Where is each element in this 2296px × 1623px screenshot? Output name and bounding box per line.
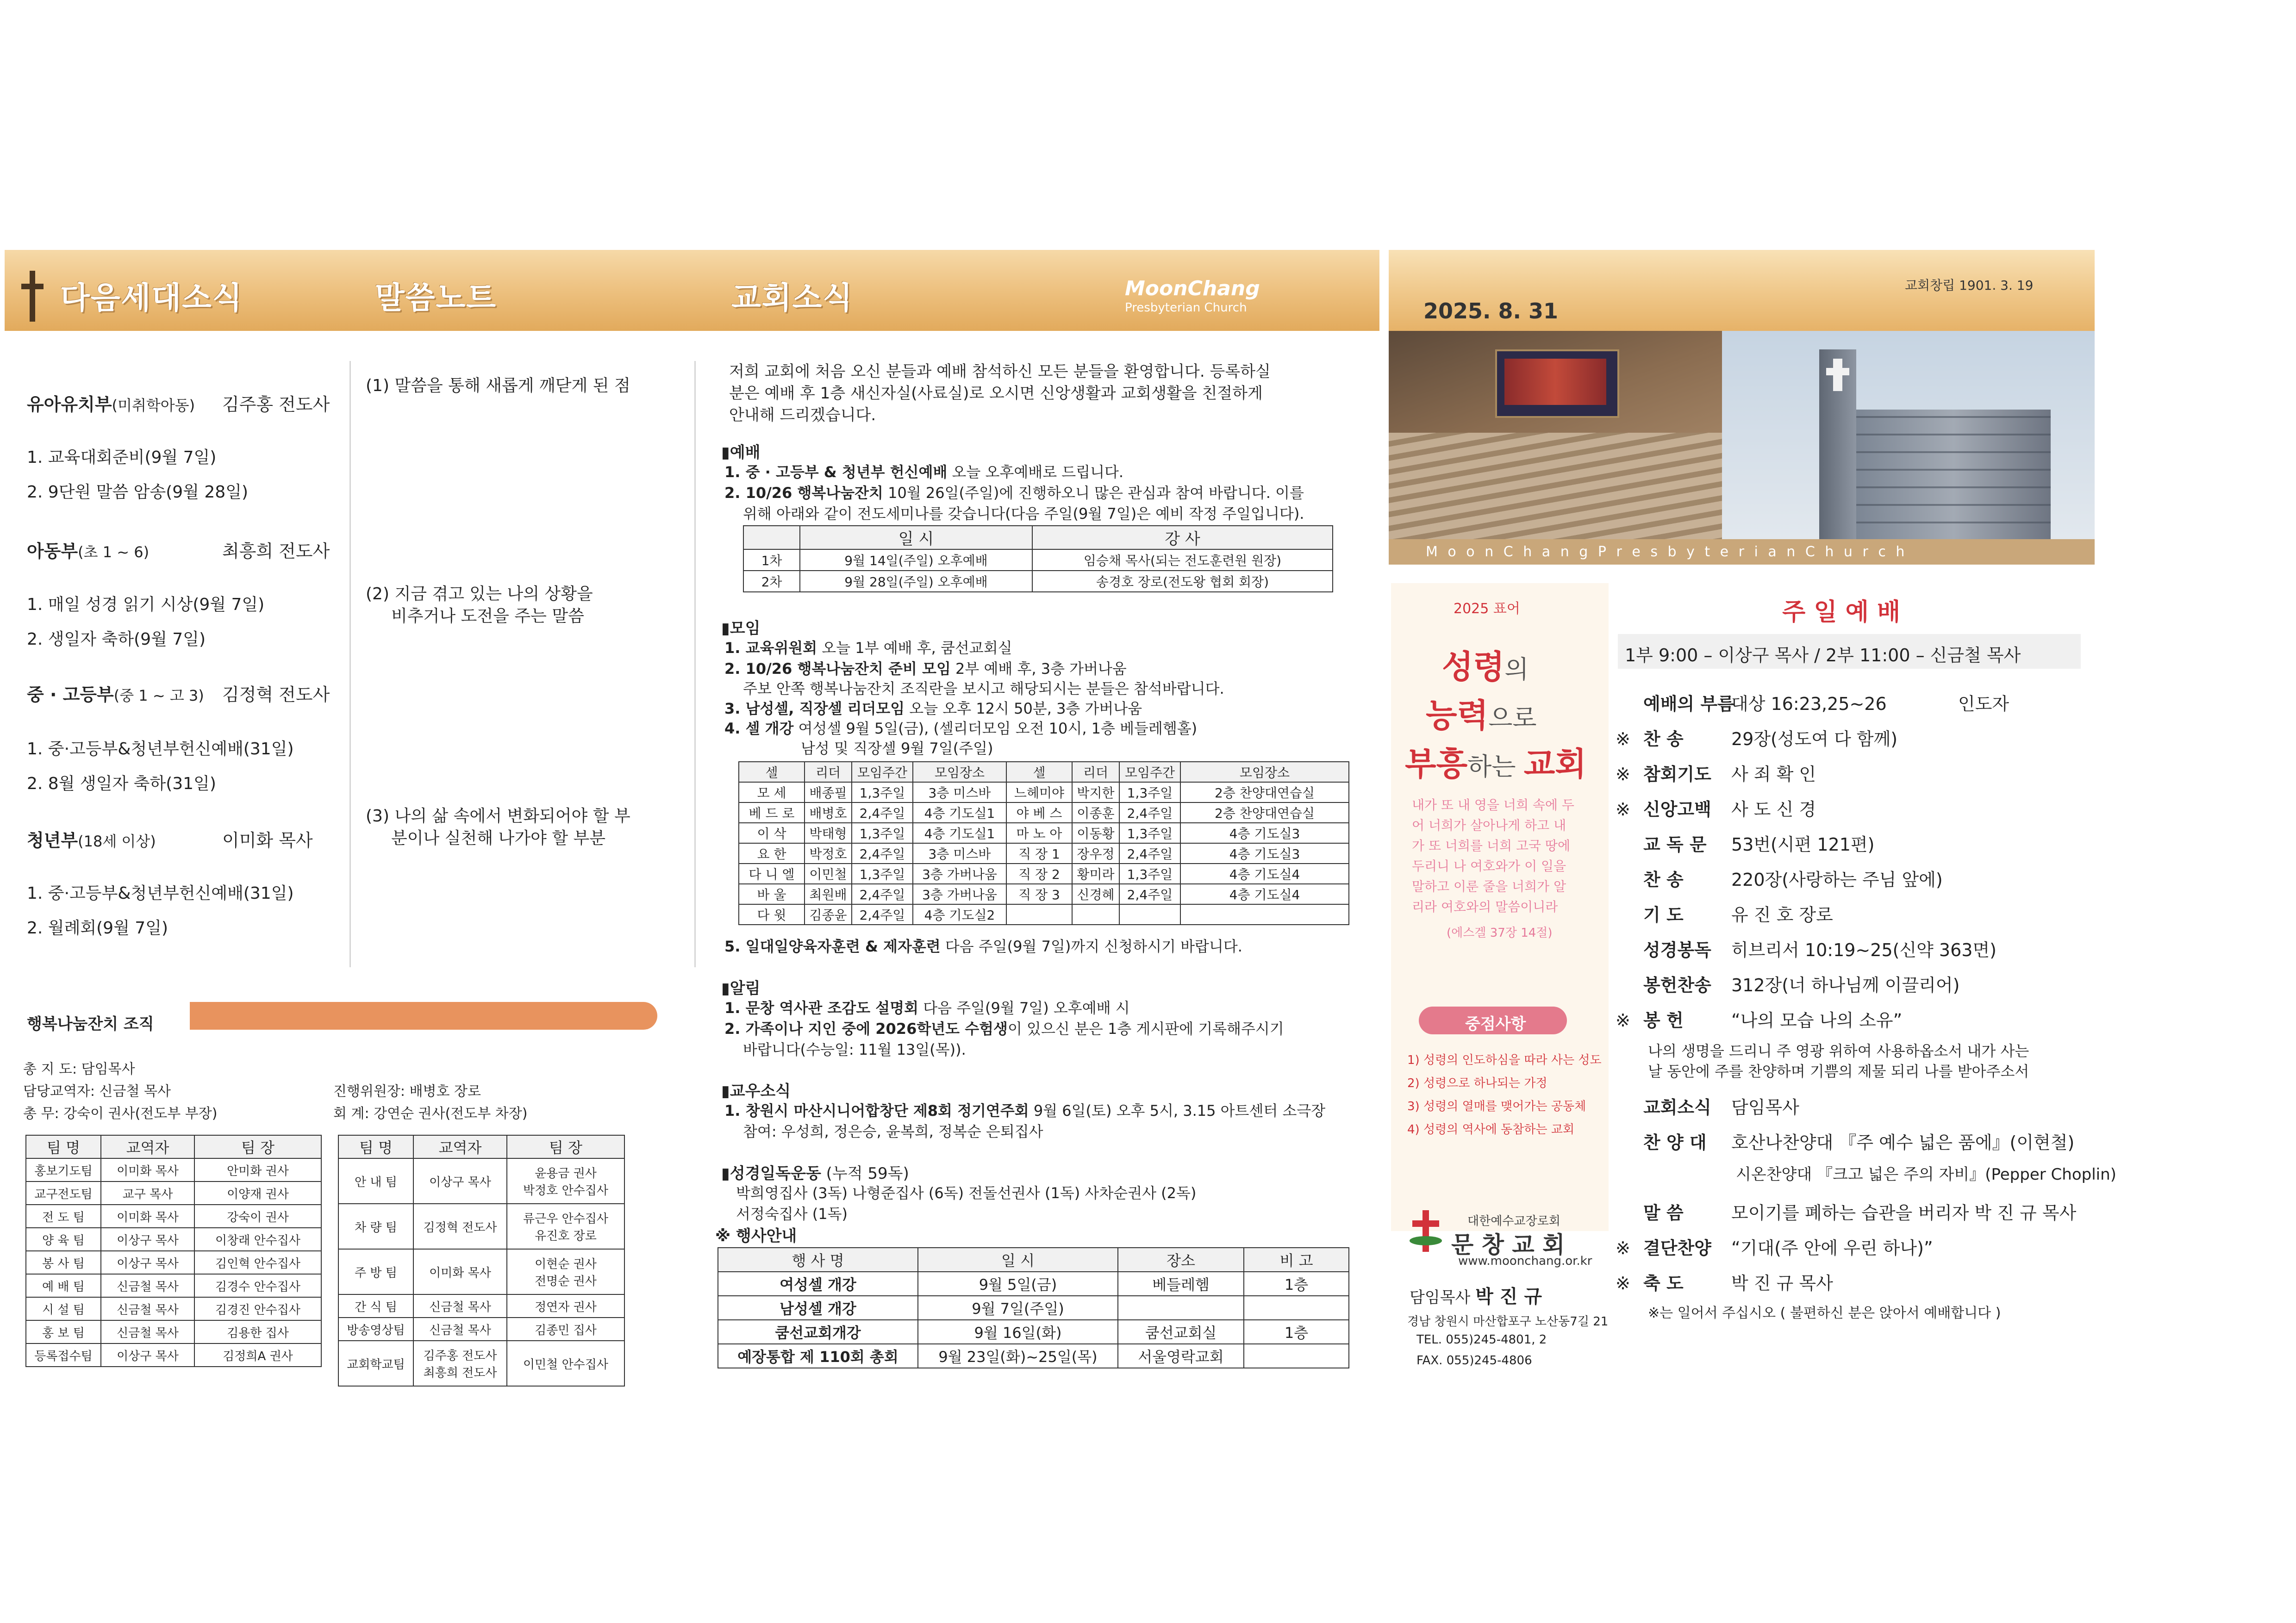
worship-label: 찬 송 bbox=[1643, 729, 1684, 749]
table-row: 여성셀 개강 9월 5일(금) 베들레헴 1층 bbox=[718, 1272, 1349, 1296]
worship-item bbox=[1616, 1128, 2074, 1154]
news-intro: 저희 교회에 처음 오신 분들과 예배 참석하신 모든 분들을 환영합니다. 등록하실 bbox=[729, 362, 1271, 381]
focus-item: 1) 성령의 인도하심을 따라 사는 성도 bbox=[1407, 1053, 1602, 1067]
church-news-title: 교회소식 bbox=[731, 280, 854, 316]
worship-text: 사 도 신 경 bbox=[1731, 799, 1816, 820]
worship-label: 말 씀 bbox=[1643, 1203, 1684, 1223]
col-header: 교역자 bbox=[101, 1135, 194, 1158]
table-row: 차 량 팀 김정혁 전도사 류근우 안수집사 유진호 장로 bbox=[338, 1204, 624, 1249]
address: 경남 창원시 마산합포구 노산동7길 21 bbox=[1407, 1315, 1609, 1329]
worship-item bbox=[1616, 936, 1997, 961]
worship-text: “나의 모습 나의 소유” bbox=[1731, 1010, 1903, 1031]
news-item: 4. 셀 개강 여성셀 9월 5일(금), (셀리더모임 오전 10시, 1층 베들레헴홀) bbox=[724, 720, 1198, 737]
worship-item bbox=[1616, 971, 1959, 996]
table-row: 이 삭 박태형 1,3주일 4층 기도실1 마 노 아 이동황 1,3주일 4층 기도실3 bbox=[739, 823, 1349, 843]
seminar-table bbox=[743, 525, 1333, 592]
offering-lyrics: 나의 생명을 드리니 주 영광 위하여 사용하옵소서 내가 사는 bbox=[1648, 1042, 2029, 1060]
focus-item: 4) 성령의 역사에 동참하는 교회 bbox=[1407, 1123, 1575, 1137]
worship-leader: 인도자 bbox=[1958, 694, 2009, 714]
table-row: 예 배 팀 신금철 목사 김경수 안수집사 bbox=[26, 1274, 321, 1297]
worship-text: 모이기를 폐하는 습관을 버리자 박 진 규 목사 bbox=[1731, 1203, 2077, 1223]
fax: FAX. 055)245-4806 bbox=[1416, 1354, 1532, 1368]
worship-text: 박 진 규 목사 bbox=[1731, 1273, 1833, 1293]
table-header bbox=[338, 1135, 624, 1158]
table-header: 행 사 명 일 시 장소 비 고 bbox=[718, 1248, 1349, 1272]
sermon-question: (2) 지금 겪고 있는 나의 상황을 bbox=[366, 585, 593, 603]
worship-label: 찬 송 bbox=[1643, 870, 1684, 890]
worship-label: 찬 양 대 bbox=[1643, 1132, 1707, 1153]
list-item: 1. 교육대회준비(9월 7일) bbox=[27, 448, 217, 467]
focus-item: 2) 성령으로 하나되는 가정 bbox=[1407, 1076, 1547, 1090]
motto-year: 2025 표어 bbox=[1454, 601, 1520, 617]
worship-text: 히브리서 10:19~25(신약 363면) bbox=[1731, 940, 1997, 960]
list-item: 1. 중·고등부&청년부헌신예배(31일) bbox=[27, 740, 294, 759]
worship-text: 대상 16:23,25~26 bbox=[1731, 694, 1887, 714]
news-item: 바랍니다(수능일: 11월 13일(목)). bbox=[743, 1041, 966, 1058]
worship-item bbox=[1616, 865, 1943, 891]
senior-pastor: 담임목사 박 진 규 bbox=[1410, 1286, 1542, 1307]
table-row: 바 울 최원배 2,4주일 3층 가버나움 직 장 3 신경혜 2,4주일 4층 기도실4 bbox=[739, 884, 1349, 904]
news-item: 서정숙집사 (1독) bbox=[736, 1205, 848, 1223]
stand-mark: ※ bbox=[1616, 729, 1630, 749]
sermon-note-title: 말씀노트 bbox=[375, 280, 497, 316]
news-item: 1. 문창 역사관 조감도 설명회 다음 주일(9월 7일) 오후예배 시 bbox=[724, 999, 1130, 1017]
table-row: 교구전도팀 교구 목사 이양재 권사 bbox=[26, 1181, 321, 1205]
focus-item: 3) 성령의 열매를 맺어가는 공동체 bbox=[1407, 1100, 1586, 1113]
section-member-news: ▮교우소식 bbox=[721, 1082, 791, 1101]
motto-line: 부흥하는 교회 bbox=[1405, 745, 1586, 783]
col-header: 교역자 bbox=[413, 1135, 507, 1158]
worship-title: 주 일 예 배 bbox=[1782, 598, 1901, 626]
stand-mark: ※ bbox=[1616, 799, 1630, 820]
table-row: 방송영상팀 신금철 목사 김종민 집사 bbox=[338, 1318, 624, 1341]
worship-label: 성경봉독 bbox=[1643, 940, 1711, 960]
section-meetings: ▮모임 bbox=[721, 619, 761, 638]
worship-text: 사 죄 확 인 bbox=[1731, 764, 1816, 784]
table-row: 예장통합 제 110회 총회 9월 23일(화)~25일(목) 서울영락교회 bbox=[718, 1344, 1349, 1368]
section-notices: ▮알림 bbox=[721, 979, 761, 998]
worship-text: 유 진 호 장로 bbox=[1731, 905, 1833, 925]
list-item: 1. 중·고등부&청년부헌신예배(31일) bbox=[27, 884, 294, 903]
news-item: 주보 안쪽 행복나눔잔치 조직란을 보시고 해당되시는 분들은 참석바랍니다. bbox=[743, 680, 1224, 697]
stand-mark: ※ bbox=[1616, 1238, 1630, 1258]
brand-band-text: M o o n C h a n g P r e s b y t e r i a n C h u r c h bbox=[1426, 544, 1908, 560]
col-header: 팀 장 bbox=[194, 1135, 321, 1158]
dept-young-adult: 청년부(18세 이상) bbox=[27, 830, 156, 851]
dept-leader: 이미화 목사 bbox=[222, 830, 313, 851]
org-title: 행복나눔잔치 조직 bbox=[27, 1015, 154, 1033]
worship-item bbox=[1616, 830, 1874, 856]
worship-label: 봉헌찬송 bbox=[1643, 975, 1711, 995]
worship-text: 312장(너 하나님께 이끌리어) bbox=[1731, 975, 1960, 995]
table-row: 간 식 팀 신금철 목사 정연자 권사 bbox=[338, 1294, 624, 1318]
stand-mark: ※ bbox=[1616, 1010, 1630, 1031]
news-item: 2. 10/26 행복나눔잔치 10월 26일(주일)에 진행하오니 많은 관심과 참여 바랍니다. 이를 bbox=[724, 484, 1304, 502]
table-header bbox=[26, 1135, 321, 1158]
worship-item bbox=[1616, 795, 1816, 821]
verse-line: 리라 여호와의 말씀이니라 bbox=[1412, 899, 1558, 914]
worship-text: 53번(시편 121편) bbox=[1731, 834, 1875, 855]
section-events: ※ 행사안내 bbox=[715, 1227, 797, 1245]
section-worship: ▮예배 bbox=[721, 443, 761, 462]
church-logo-icon bbox=[1410, 1210, 1442, 1252]
column-divider bbox=[694, 361, 696, 967]
dept-leader: 김정혁 전도사 bbox=[222, 684, 330, 705]
org-title-bar bbox=[190, 1002, 657, 1030]
church-url: www.moonchang.or.kr bbox=[1458, 1254, 1592, 1268]
worship-label: 교 독 문 bbox=[1643, 834, 1707, 855]
news-item: 3. 남성셀, 직장셀 리더모임 오늘 오후 12시 50분, 3층 가버나움 bbox=[724, 700, 1142, 717]
news-intro: 분은 예배 후 1층 새신자실(사료실)로 오시면 신앙생활과 교회생활을 친절하게 bbox=[729, 384, 1263, 403]
focus-title: 중점사항 bbox=[1465, 1015, 1526, 1033]
org-line: 총 무: 강숙이 권사(전도부 부장) bbox=[23, 1106, 218, 1122]
table-row: 다 니 엘 이민철 1,3주일 3층 가버나움 직 장 2 황미라 1,3주일 4층 기도실4 bbox=[739, 864, 1349, 884]
table-row: 1차 9월 14일(주일) 오후예배 임승채 목사(되는 전도훈련원 원장) bbox=[743, 549, 1333, 571]
sermon-question: 비추거나 도전을 주는 말씀 bbox=[391, 607, 584, 626]
table-row: 모 세 배종필 1,3주일 3층 미스바 느헤미야 박지한 1,3주일 2층 찬양대연습실 bbox=[739, 782, 1349, 802]
news-item: 박희영집사 (3독) 나형준집사 (6독) 전돌선권사 (1독) 사차순권사 (2독) bbox=[736, 1184, 1197, 1202]
list-item: 2. 월례회(9월 7일) bbox=[27, 919, 168, 938]
worship-label: 교회소식 bbox=[1643, 1097, 1711, 1118]
events-table bbox=[718, 1247, 1349, 1368]
news-item: 참여: 우성희, 정은승, 윤복희, 정복순 은퇴집사 bbox=[743, 1123, 1043, 1140]
worship-item bbox=[1616, 1093, 1799, 1119]
col-header: 팀 명 bbox=[26, 1135, 101, 1158]
worship-item bbox=[1616, 901, 1833, 926]
news-item: 위해 아래와 같이 전도세미나를 갖습니다(다음 주일(9월 7일)은 예비 작정 주일입니다). bbox=[743, 505, 1304, 522]
news-intro: 안내해 드리겠습니다. bbox=[729, 406, 876, 424]
team-table-right bbox=[338, 1135, 625, 1387]
offering-lyrics: 날 동안에 주를 찬양하며 기쁨의 제물 되리 나를 받아주소서 bbox=[1648, 1063, 2029, 1080]
sermon-question: (1) 말씀을 통해 새롭게 깨닫게 된 점 bbox=[366, 376, 630, 395]
table-row: 홍보기도팀 이미화 목사 안미화 권사 bbox=[26, 1158, 321, 1181]
org-line: 회 계: 강연순 권사(전도부 차장) bbox=[333, 1106, 528, 1122]
verse-line: 내가 또 내 영을 너희 속에 두 bbox=[1412, 797, 1574, 813]
worship-item bbox=[1616, 1269, 1833, 1294]
worship-label: 기 도 bbox=[1643, 905, 1684, 925]
table-header: 일 시 강 사 bbox=[743, 526, 1333, 549]
table-row: 안 내 팀 이상구 목사 윤용금 권사 박정호 안수집사 bbox=[338, 1158, 624, 1204]
table-row: 다 윗 김종윤 2,4주일 4층 기도실2 bbox=[739, 904, 1349, 925]
table-header: 셀 리더 모임주간 모임장소 셀 리더 모임주간 모임장소 bbox=[739, 762, 1349, 782]
news-item: 2. 10/26 행복나눔잔치 준비 모임 2부 예배 후, 3층 가버나움 bbox=[724, 660, 1127, 678]
worship-text: 호산나찬양대 『주 예수 넓은 품에』(이현철) bbox=[1731, 1132, 2075, 1153]
worship-label: 신앙고백 bbox=[1643, 799, 1711, 820]
verse-ref: (에스겔 37장 14절) bbox=[1447, 926, 1553, 940]
table-row: 양 육 팀 이상구 목사 이창래 안수집사 bbox=[26, 1228, 321, 1251]
verse-line: 두리니 나 여호와가 이 일을 bbox=[1412, 858, 1566, 874]
dept-leader: 최흥희 전도사 bbox=[222, 541, 330, 561]
table-row: 교회학교팀 김주홍 전도사 최흥희 전도사 이민철 안수집사 bbox=[338, 1341, 624, 1386]
dept-infant: 유아유치부(미취학아동) bbox=[27, 394, 195, 415]
table-row: 주 방 팀 이미화 목사 이현순 권사 전명순 권사 bbox=[338, 1249, 624, 1294]
col-header: 팀 장 bbox=[507, 1135, 624, 1158]
church-photo bbox=[1389, 331, 2095, 539]
news-item: 2. 가족이나 지인 중에 2026학년도 수험생이 있으신 분은 1층 게시판에 기록해주시기 bbox=[724, 1020, 1284, 1038]
table-row: 전 도 팀 이미화 목사 강숙이 권사 bbox=[26, 1205, 321, 1228]
choir-anthem: 시온찬양대 『크고 넓은 주의 자비』(Pepper Choplin) bbox=[1736, 1165, 2116, 1184]
dept-children: 아동부(초 1 ~ 6) bbox=[27, 541, 150, 561]
verse-line: 어 너희가 살아나게 하고 내 bbox=[1412, 818, 1566, 833]
sermon-question: (3) 나의 삶 속에서 변화되어야 할 부 bbox=[366, 807, 630, 826]
table-row: 홍 보 팀 신금철 목사 김용한 집사 bbox=[26, 1320, 321, 1343]
news-item: 1. 창원시 마산시니어합창단 제8회 정기연주회 9월 6일(토) 오후 5시, 3.15 아트센터 소극장 bbox=[724, 1102, 1326, 1119]
table-row: 남성셀 개강 9월 7일(주일) bbox=[718, 1296, 1349, 1320]
section-bible-reading: ▮성경일독운동 (누적 59독) bbox=[721, 1164, 909, 1183]
table-row: 쿰선교회개강 9월 16일(화) 쿰선교회실 1층 bbox=[718, 1320, 1349, 1344]
worship-item bbox=[1616, 725, 1897, 750]
worship-item bbox=[1616, 690, 1887, 715]
news-item: 5. 일대일양육자훈련 & 제자훈련 다음 주일(9월 7일)까지 신청하시기 바랍니다. bbox=[724, 938, 1242, 955]
list-item: 2. 생일자 축하(9월 7일) bbox=[27, 630, 206, 649]
table-row: 등록접수팀 이상구 목사 김정희A 권사 bbox=[26, 1343, 321, 1367]
table-row: 요 한 박정호 2,4주일 3층 미스바 직 장 1 장우정 2,4주일 4층 기도실3 bbox=[739, 843, 1349, 864]
table-row: 봉 사 팀 이상구 목사 김인혁 안수집사 bbox=[26, 1251, 321, 1274]
church-name: 문 창 교 회 bbox=[1451, 1231, 1565, 1258]
list-item: 2. 8월 생일자 축하(31일) bbox=[27, 774, 216, 793]
worship-text: 29장(성도여 다 함께) bbox=[1731, 729, 1898, 749]
news-item: 남성 및 직장셀 9월 7일(주일) bbox=[801, 740, 993, 757]
col-header: 팀 명 bbox=[338, 1135, 413, 1158]
founded-date: 교회창립 1901. 3. 19 bbox=[1905, 278, 2034, 293]
news-item: 1. 교육위원회 오늘 1부 예배 후, 쿰선교회실 bbox=[724, 639, 1012, 657]
sermon-question: 분이나 실천해 나가야 할 부분 bbox=[391, 829, 606, 848]
motto-line: 성령의 bbox=[1442, 648, 1529, 686]
team-table-left bbox=[25, 1135, 322, 1367]
list-item: 2. 9단원 말씀 암송(9월 28일) bbox=[27, 483, 249, 502]
worship-label: 결단찬양 bbox=[1643, 1238, 1711, 1258]
worship-text: 220장(사랑하는 주님 앞에) bbox=[1731, 870, 1943, 890]
verse-line: 가 또 너희를 너희 고국 땅에 bbox=[1412, 838, 1571, 853]
news-item: 1. 중 · 고등부 & 청년부 헌신예배 오늘 오후예배로 드립니다. bbox=[724, 463, 1124, 481]
worship-label: 봉 헌 bbox=[1643, 1010, 1684, 1031]
worship-item bbox=[1616, 1234, 1933, 1259]
bulletin-date: 2025. 8. 31 bbox=[1423, 298, 1559, 323]
dept-youth: 중 · 고등부(중 1 ~ 고 3) bbox=[27, 684, 204, 705]
denomination: 대한예수교장로회 bbox=[1467, 1214, 1560, 1228]
worship-item bbox=[1616, 1199, 2076, 1224]
worship-label: 참회기도 bbox=[1643, 764, 1711, 784]
worship-note: ※는 일어서 주십시오 ( 불편하신 분은 앉아서 예배합니다 ) bbox=[1648, 1305, 2001, 1321]
dept-leader: 김주홍 전도사 bbox=[222, 394, 330, 415]
list-item: 1. 매일 성경 읽기 시상(9월 7일) bbox=[27, 595, 265, 614]
stand-mark: ※ bbox=[1616, 764, 1630, 784]
org-line: 진행위원장: 배병호 장로 bbox=[333, 1083, 481, 1100]
cell-table bbox=[738, 761, 1349, 925]
worship-text: “기대(주 안에 우린 하나)” bbox=[1731, 1238, 1933, 1258]
org-line: 담당교역자: 신금철 목사 bbox=[23, 1083, 171, 1100]
next-gen-title: 다음세대소식 bbox=[60, 280, 243, 316]
brand-logo: MoonChang bbox=[1125, 277, 1260, 300]
worship-item bbox=[1616, 760, 1816, 785]
worship-label: 예배의 부름 bbox=[1643, 694, 1734, 714]
worship-label: 축 도 bbox=[1643, 1273, 1684, 1293]
cross-icon bbox=[19, 271, 46, 322]
org-line: 총 지 도: 담임목사 bbox=[23, 1061, 135, 1077]
worship-text: 담임목사 bbox=[1731, 1097, 1799, 1118]
column-divider bbox=[349, 361, 351, 967]
table-row: 베 드 로 배병호 2,4주일 4층 기도실1 야 베 스 이종훈 2,4주일 2층 찬양대연습실 bbox=[739, 802, 1349, 823]
worship-times: 1부 9:00 – 이상구 목사 / 2부 11:00 – 신금철 목사 bbox=[1625, 645, 2021, 665]
table-row: 시 설 팀 신금철 목사 김경진 안수집사 bbox=[26, 1297, 321, 1320]
worship-item bbox=[1616, 1006, 1902, 1032]
stand-mark: ※ bbox=[1616, 1273, 1630, 1293]
table-row: 2차 9월 28일(주일) 오후예배 송경호 장로(전도왕 협회 회장) bbox=[743, 571, 1333, 592]
brand-sub: Presbyterian Church bbox=[1125, 301, 1247, 315]
verse-line: 말하고 이룬 줄을 너희가 알 bbox=[1412, 879, 1566, 894]
motto-line: 능력으로 bbox=[1426, 696, 1537, 734]
phone: TEL. 055)245-4801, 2 bbox=[1416, 1333, 1547, 1347]
